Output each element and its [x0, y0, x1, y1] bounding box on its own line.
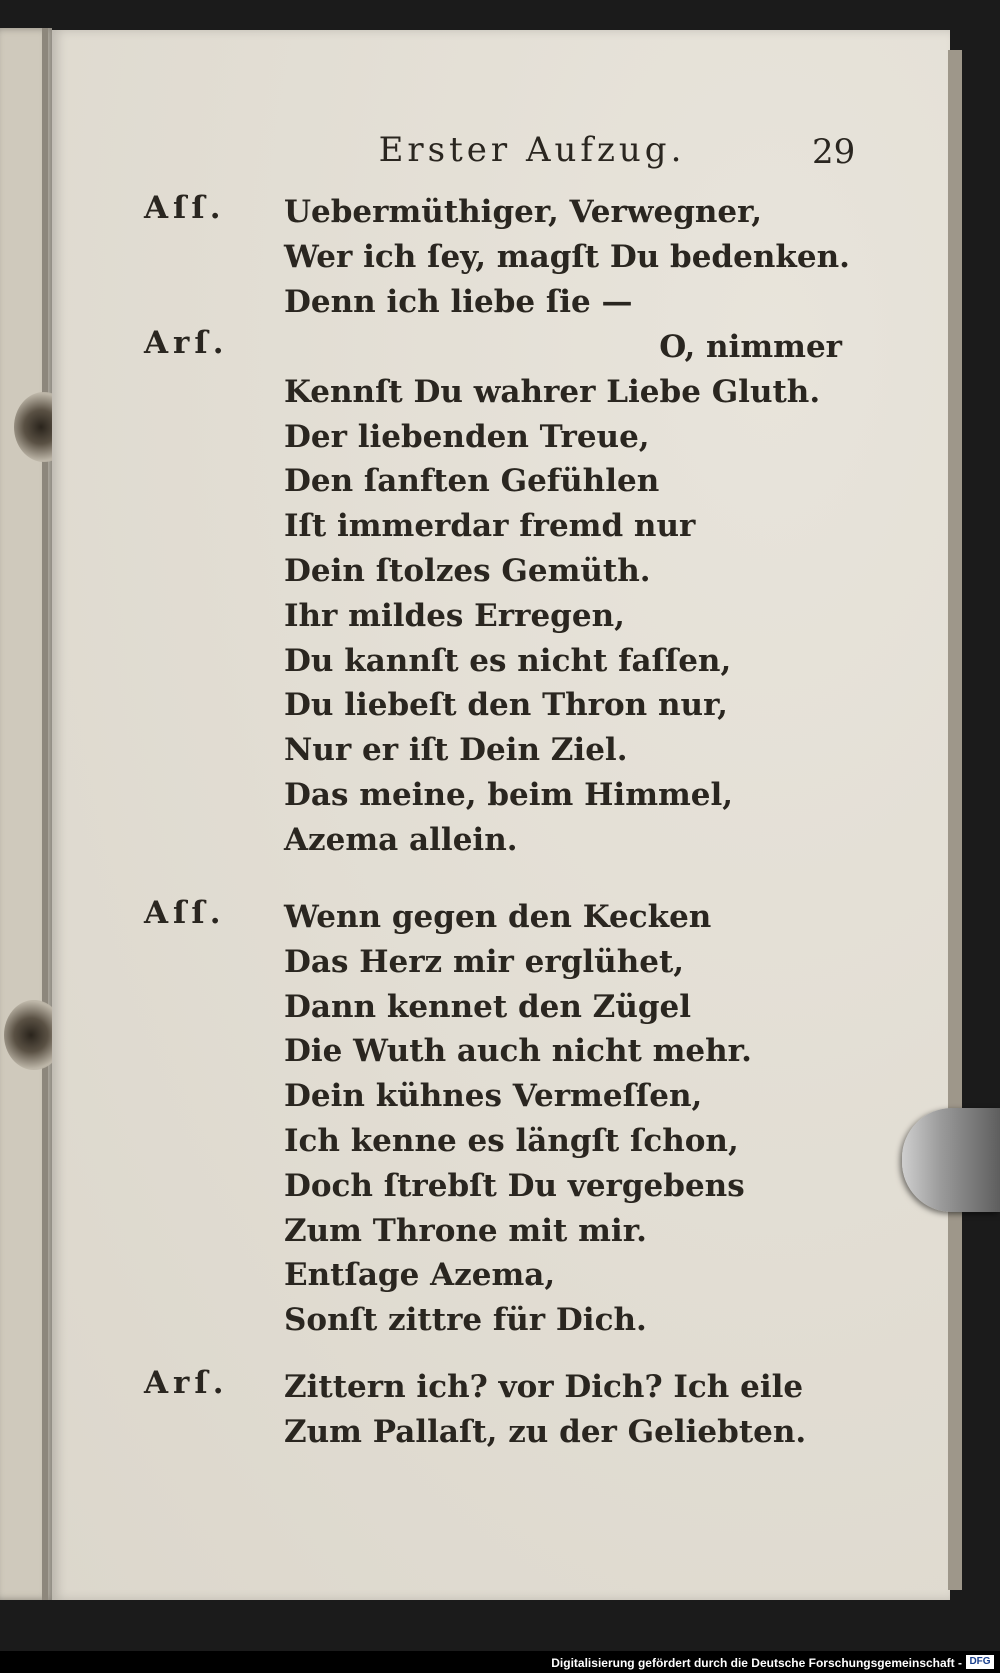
verse-line: Entſage Azema, [284, 1257, 556, 1294]
binding-edge [42, 28, 48, 1600]
speaker-label: Aſſ. [144, 895, 226, 931]
verse-line: Die Wuth auch nicht mehr. [284, 1033, 752, 1070]
speaker-label: Arſ. [144, 1365, 229, 1401]
verse-line: Ihr mildes Erregen, [284, 597, 625, 634]
book-page [52, 30, 950, 1600]
page-stack-edge [948, 50, 962, 1590]
verse-line: Wer ich ſey, magſt Du bedenken. [284, 238, 850, 275]
verse-line: Doch ſtrebſt Du vergebens [284, 1167, 745, 1204]
verse-line: Zum Pallaſt, zu der Geliebten. [284, 1413, 807, 1450]
verse-line: Kennſt Du wahrer Liebe Gluth. [284, 373, 821, 410]
verse-line: O, nimmer [659, 329, 842, 365]
verse-line: Zittern ich? vor Dich? Ich eile [284, 1369, 804, 1405]
verse-line: Azema allein. [284, 821, 518, 858]
verse-line: Du kannſt es nicht faſſen, [284, 642, 732, 679]
verse-line: Ich kenne es längſt ſchon, [284, 1122, 739, 1159]
verse-line: Der liebenden Treue, [284, 418, 650, 455]
verse-line: Dein ſtolzes Gemüth. [284, 552, 651, 589]
verse-line: Dann kennet den Zügel [284, 988, 692, 1025]
page-clip [902, 1108, 1000, 1212]
verse-line: Sonſt zittre für Dich. [284, 1302, 647, 1339]
page-number: 29 [812, 132, 856, 172]
verse-line: Dein kühnes Vermeſſen, [284, 1078, 703, 1115]
speaker-label: Arſ. [144, 325, 229, 361]
verse-line: Uebermüthiger, Verwegner, [284, 194, 763, 230]
verse-line: Nur er iſt Dein Ziel. [284, 732, 628, 769]
running-title: Erster Aufzug. [378, 130, 686, 170]
verse-lines [284, 895, 844, 1343]
verse-line: Das meine, beim Himmel, [284, 776, 734, 813]
verse-line: Denn ich liebe ſie — [284, 283, 633, 320]
funding-credit: Digitalisierung gefördert durch die Deutsche Forschungsgemeinschaft - [551, 1656, 962, 1670]
verse-line: Das Herz mir erglühet, [284, 943, 685, 980]
verse-line: Du liebeſt den Thron nur, [284, 687, 728, 724]
page-header [52, 130, 950, 190]
verse-line: Iſt immerdar fremd nur [284, 508, 696, 545]
verse-line: Zum Throne mit mir. [284, 1212, 647, 1249]
dfg-logo: DFG [966, 1655, 994, 1669]
speaker-label: Aſſ. [144, 190, 226, 226]
verse-lines [284, 1365, 844, 1455]
verse-lines [284, 325, 844, 863]
verse-line: Wenn gegen den Kecken [284, 899, 712, 935]
verse-lines [284, 190, 850, 324]
verse-line: Den ſanften Gefühlen [284, 463, 660, 500]
